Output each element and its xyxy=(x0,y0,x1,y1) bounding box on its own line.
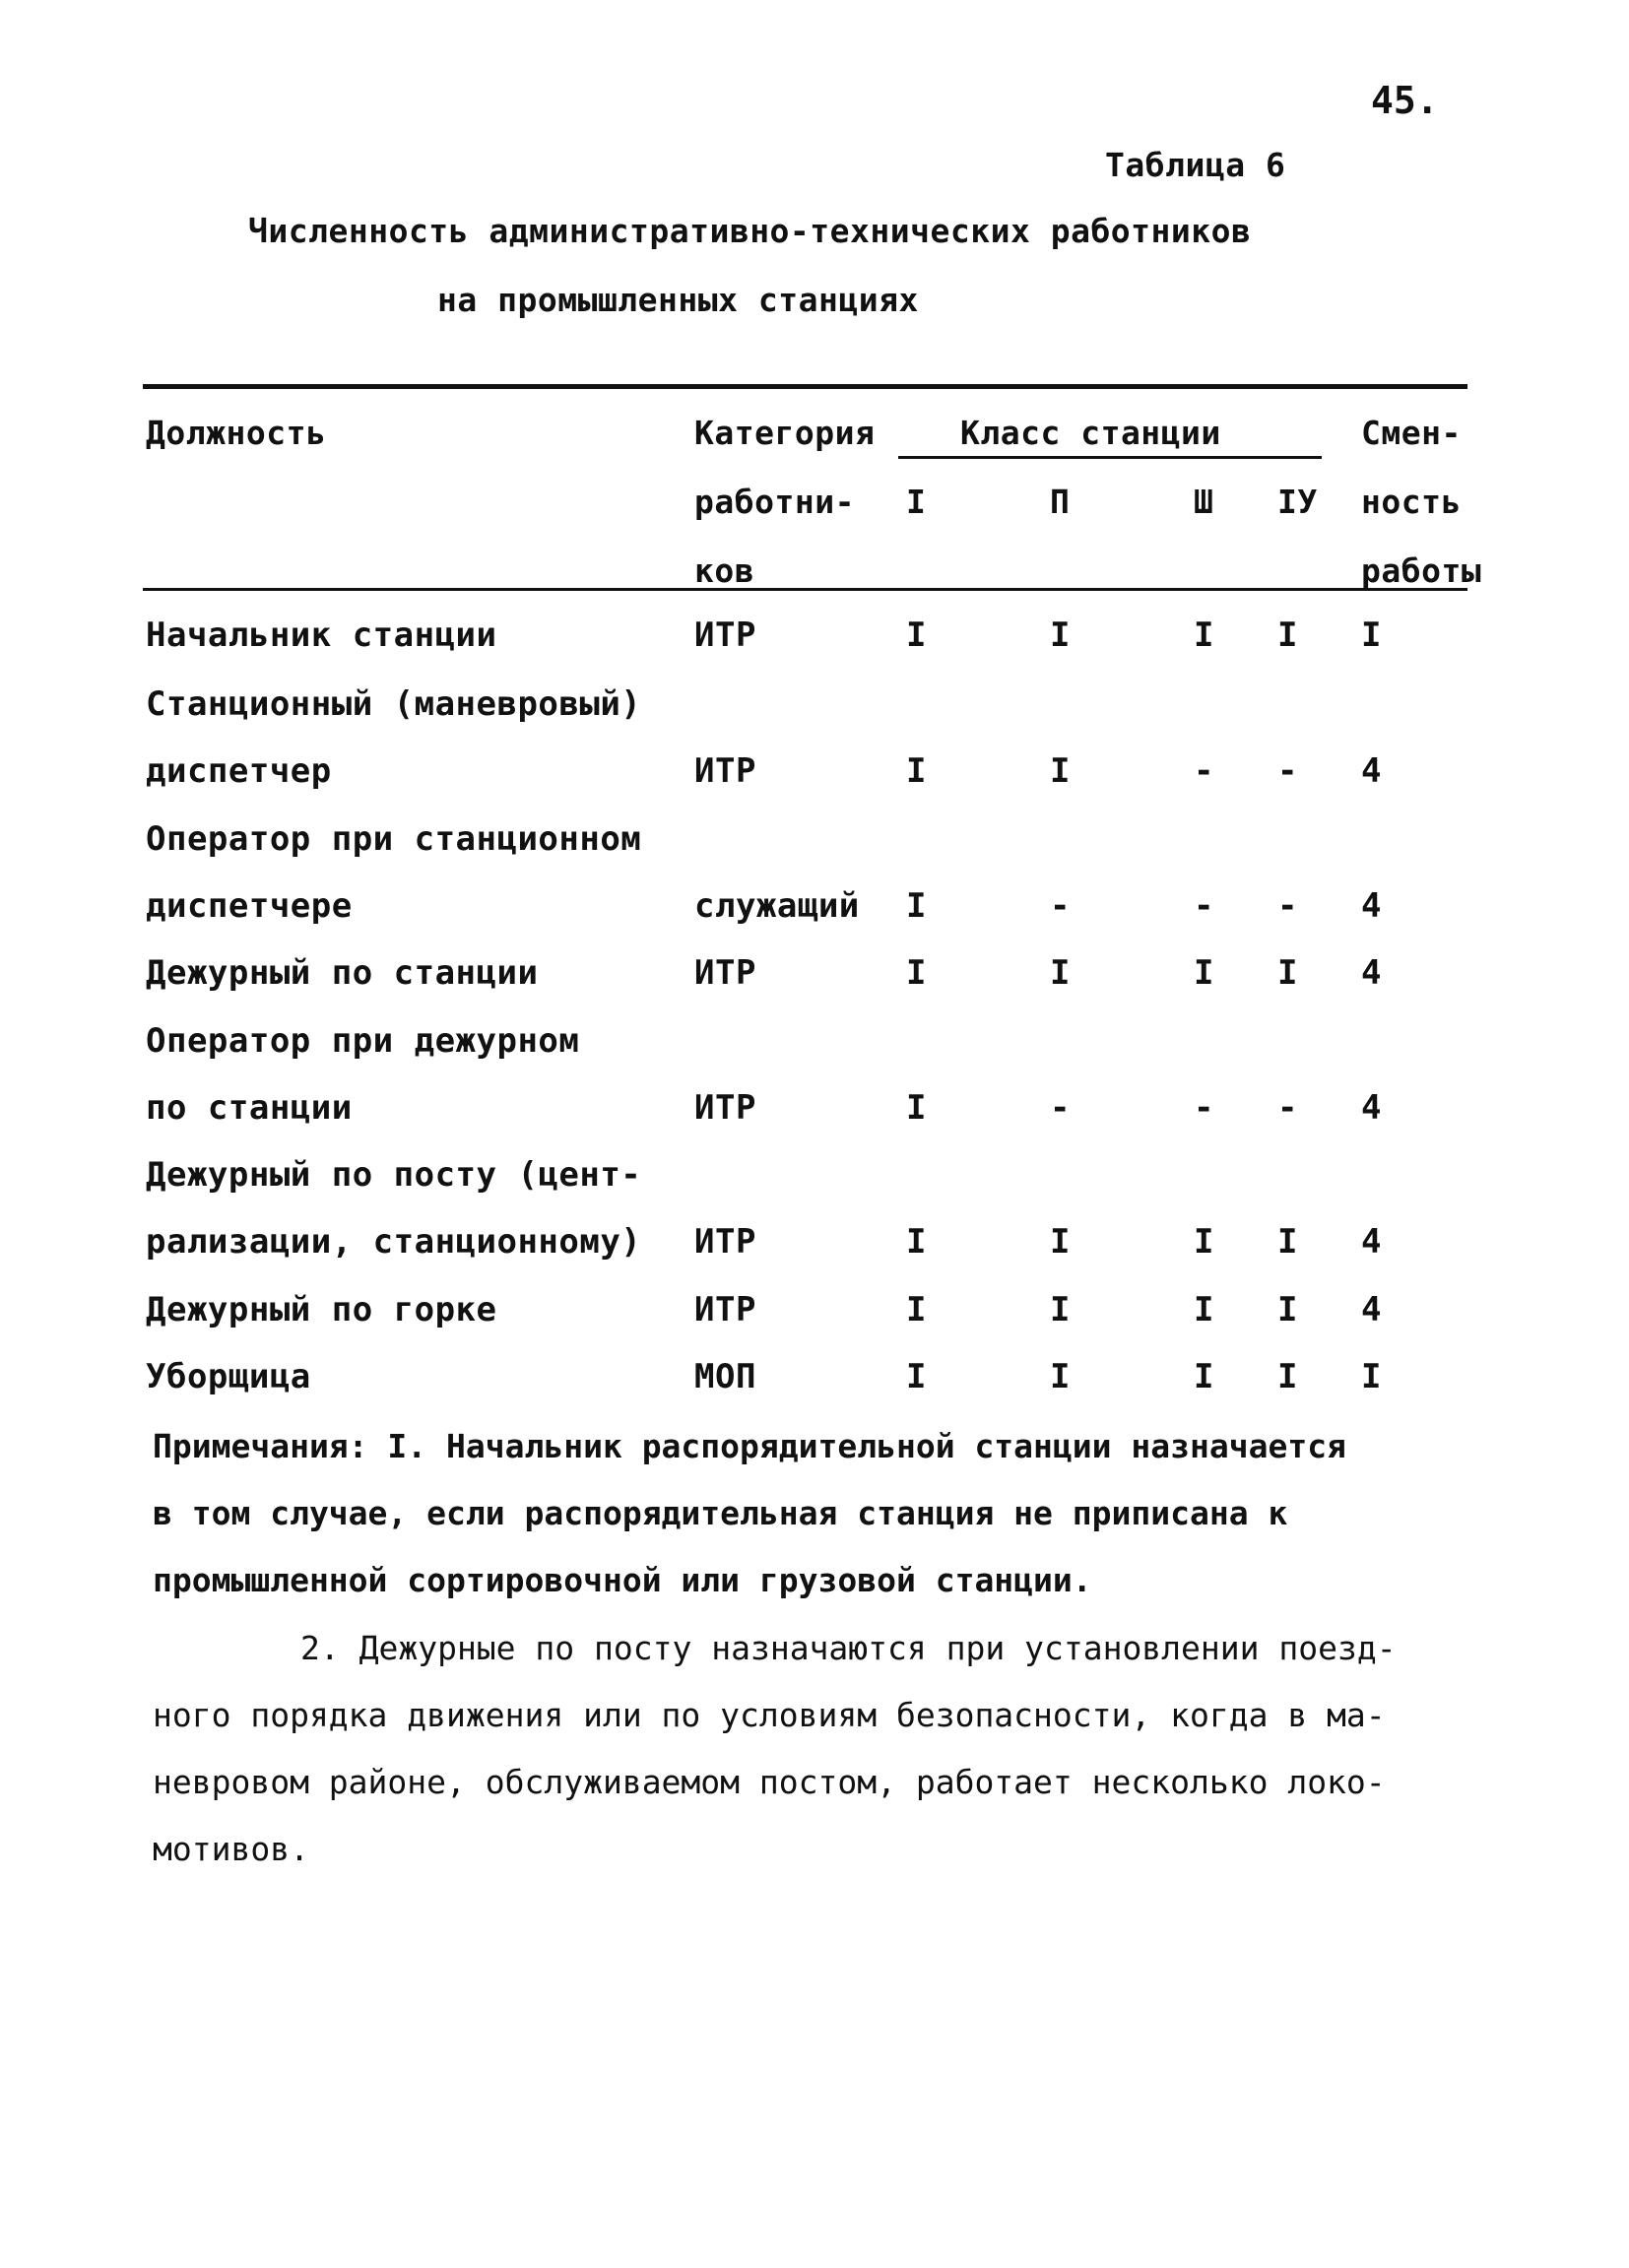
row-4-class-1: I xyxy=(906,953,927,993)
note-1-line-3: промышленной сортировочной или грузовой станции. xyxy=(153,1561,1092,1599)
note-1-line-2: в том случае, если распорядительная станция не приписана к xyxy=(153,1494,1288,1532)
header-class-2: П xyxy=(1050,483,1071,521)
row-1-class-2: I xyxy=(1050,616,1071,655)
header-category-line-2: работни- xyxy=(694,483,855,521)
table-top-rule xyxy=(143,384,1467,389)
row-3-class-4: - xyxy=(1277,886,1298,926)
header-class-3: Ш xyxy=(1194,483,1214,521)
row-4-category: ИТР xyxy=(694,953,756,993)
row-2-class-2: I xyxy=(1050,751,1071,791)
header-shift-line-1: Смен- xyxy=(1361,414,1462,452)
row-8-class-4: I xyxy=(1277,1357,1298,1396)
row-4-class-3: I xyxy=(1194,953,1214,993)
row-3-category: служащий xyxy=(694,886,860,926)
row-4-class-2: I xyxy=(1050,953,1071,993)
row-5-position: по станции xyxy=(146,1088,353,1128)
table-title-line-2: на промышленных станциях xyxy=(437,281,919,319)
header-shift-line-2: ность xyxy=(1361,483,1462,521)
row-6-class-1: I xyxy=(906,1222,927,1262)
row-3-class-2: - xyxy=(1050,886,1071,926)
row-4-position: Дежурный по станции xyxy=(146,953,539,993)
row-5-class-1: I xyxy=(906,1088,927,1128)
note-2-line-4: мотивов. xyxy=(153,1830,309,1868)
row-1-position: Начальник станции xyxy=(146,616,497,655)
row-1-category: ИТР xyxy=(694,616,756,655)
note-2 xyxy=(153,1615,1472,1883)
row-1-class-4: I xyxy=(1277,616,1298,655)
row-6-position: рализации, станционному) xyxy=(146,1222,642,1262)
row-4-class-4: I xyxy=(1277,953,1298,993)
row-7-class-4: I xyxy=(1277,1290,1298,1329)
header-position: Должность xyxy=(146,414,327,452)
row-3-position-line-1: Оператор при станционном xyxy=(146,819,642,859)
row-6-class-2: I xyxy=(1050,1222,1071,1262)
row-8-class-1: I xyxy=(906,1357,927,1396)
row-8-position: Уборщица xyxy=(146,1357,311,1396)
row-2-category: ИТР xyxy=(694,751,756,791)
row-2-class-4: - xyxy=(1277,751,1298,791)
row-8-class-2: I xyxy=(1050,1357,1071,1396)
row-7-class-2: I xyxy=(1050,1290,1071,1329)
row-7-class-3: I xyxy=(1194,1290,1214,1329)
note-1 xyxy=(153,1413,1472,1614)
header-shift-line-3: работы xyxy=(1361,551,1482,590)
row-3-class-3: - xyxy=(1194,886,1214,926)
row-6-class-3: I xyxy=(1194,1222,1214,1262)
row-3-position: диспетчере xyxy=(146,886,353,926)
row-6-category: ИТР xyxy=(694,1222,756,1262)
row-2-class-3: - xyxy=(1194,751,1214,791)
row-5-shift: 4 xyxy=(1361,1088,1382,1128)
row-7-position: Дежурный по горке xyxy=(146,1290,497,1329)
row-5-class-4: - xyxy=(1277,1088,1298,1128)
note-2-line-3: невровом районе, обслуживаемом постом, работает несколько локо- xyxy=(153,1763,1386,1801)
row-5-position-line-1: Оператор при дежурном xyxy=(146,1021,580,1061)
row-3-shift: 4 xyxy=(1361,886,1382,926)
row-2-class-1: I xyxy=(906,751,927,791)
note-2-line-2: ного порядка движения или по условиям безопасности, когда в ма- xyxy=(153,1696,1386,1734)
table-header-rule xyxy=(143,588,1467,591)
header-class-1: I xyxy=(906,483,927,521)
row-4-shift: 4 xyxy=(1361,953,1382,993)
row-5-class-2: - xyxy=(1050,1088,1071,1128)
row-1-class-1: I xyxy=(906,616,927,655)
note-1-line-1: Примечания: I. Начальник распорядительной станции назначается xyxy=(153,1427,1346,1465)
row-6-class-4: I xyxy=(1277,1222,1298,1262)
row-8-class-3: I xyxy=(1194,1357,1214,1396)
table-label: Таблица 6 xyxy=(1105,146,1286,184)
header-class-4: IУ xyxy=(1277,483,1318,521)
row-8-category: МОП xyxy=(694,1357,756,1396)
row-1-class-3: I xyxy=(1194,616,1214,655)
row-2-shift: 4 xyxy=(1361,751,1382,791)
note-2-line-1: 2. Дежурные по посту назначаются при установлении поезд- xyxy=(300,1629,1397,1667)
row-6-position-line-1: Дежурный по посту (цент- xyxy=(146,1155,642,1195)
row-1-shift: I xyxy=(1361,616,1382,655)
row-2-position-line-1: Станционный (маневровый) xyxy=(146,684,642,724)
row-7-class-1: I xyxy=(906,1290,927,1329)
row-5-category: ИТР xyxy=(694,1088,756,1128)
header-class-title: Класс станции xyxy=(960,414,1221,452)
header-category-line-3: ков xyxy=(694,551,755,590)
row-2-position: диспетчер xyxy=(146,751,332,791)
note-2-line-1-wrap xyxy=(153,1615,1472,1682)
page-number: 45. xyxy=(1371,79,1439,122)
row-6-shift: 4 xyxy=(1361,1222,1382,1262)
row-5-class-3: - xyxy=(1194,1088,1214,1128)
row-3-class-1: I xyxy=(906,886,927,926)
row-7-shift: 4 xyxy=(1361,1290,1382,1329)
class-header-underline xyxy=(898,456,1322,459)
table-title-line-1: Численность административно-технических работников xyxy=(248,212,1252,250)
header-category-line-1: Категория xyxy=(694,414,876,452)
row-8-shift: I xyxy=(1361,1357,1382,1396)
row-7-category: ИТР xyxy=(694,1290,756,1329)
